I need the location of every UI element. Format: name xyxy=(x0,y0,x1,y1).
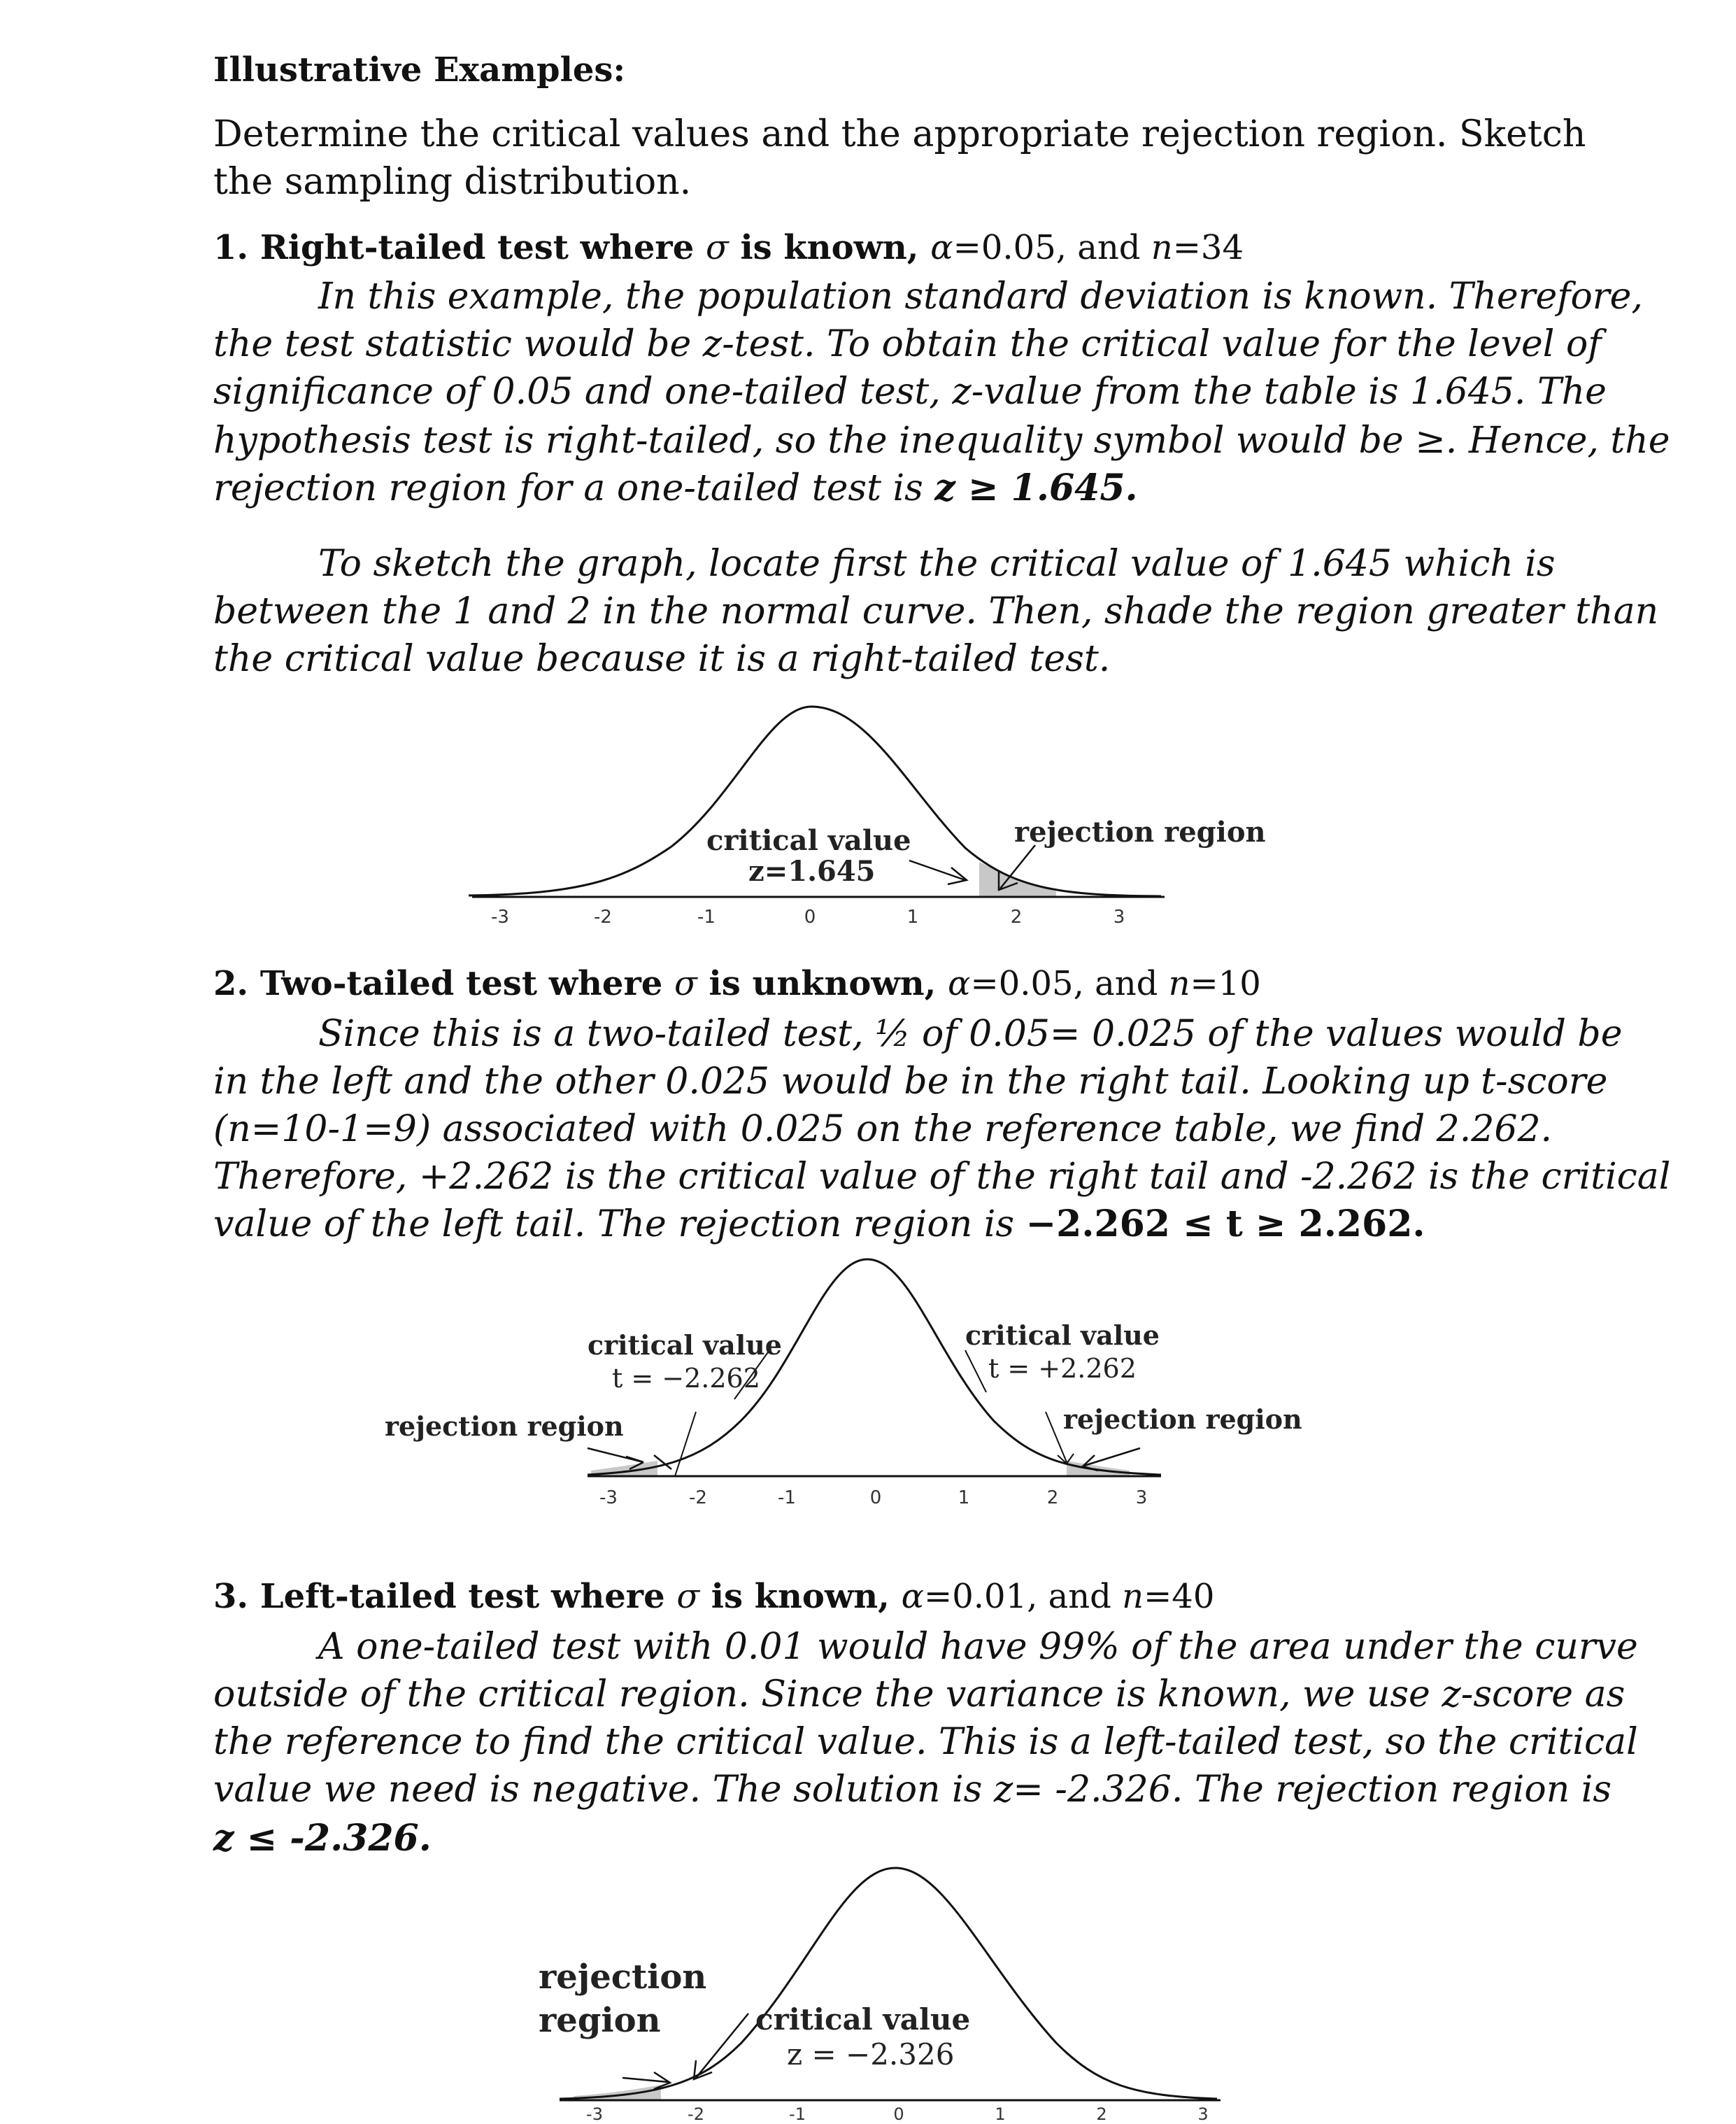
example-3-title xyxy=(213,1577,1214,1616)
ex2-para-text: value of the left tail. The rejection region is xyxy=(213,1203,1026,1245)
example-1-title-part: 1. Right-tailed test where xyxy=(213,228,706,267)
rejection-region-label: rejection region xyxy=(1014,816,1266,849)
tick-label: -3 xyxy=(599,1487,618,1508)
critical-value-arrow xyxy=(909,861,967,884)
critical-value-arrow xyxy=(694,2013,748,2079)
ex1-para2-line-3: the critical value because it is a right-tailed test. xyxy=(213,638,1111,680)
ex3-para-line-3: the reference to find the critical value. This is a left-tailed test, so the critical xyxy=(213,1721,1638,1763)
tick-label: -2 xyxy=(594,907,612,928)
ex2-para-line-1: Since this is a two-tailed test, ½ of 0.05= 0.025 of the values would be xyxy=(318,1013,1623,1055)
tick-label: 1 xyxy=(906,907,919,928)
rejection-region-left-label: rejection region xyxy=(385,1410,624,1442)
tick-label: -3 xyxy=(586,2104,603,2124)
ex2-rejection-region-answer: −2.262 ≤ t ≥ 2.262. xyxy=(1025,1203,1425,1245)
tick-label: -1 xyxy=(778,1487,796,1508)
critical-value-left-t: t = −2.262 xyxy=(612,1363,760,1394)
critical-value-z: z=1.645 xyxy=(748,855,876,888)
tick-label: 0 xyxy=(869,1487,882,1508)
tick-label: -1 xyxy=(697,907,716,928)
figure-left-tailed xyxy=(518,1847,1441,2124)
tick-label: -1 xyxy=(789,2104,806,2124)
tick-label: -3 xyxy=(491,907,509,928)
ex2-para-line-5 xyxy=(213,1201,1425,1248)
example-3-title-part: is known, xyxy=(699,1577,902,1616)
n-symbol: n xyxy=(1151,228,1173,267)
ex1-para1-text: rejection region for a one-tailed test is xyxy=(213,467,935,509)
tick-label: 2 xyxy=(1096,2104,1107,2124)
figure-two-tailed xyxy=(378,1252,1315,1532)
ex1-para2-line-1: To sketch the graph, locate first the critical value of 1.645 which is xyxy=(318,543,1556,585)
normal-curve-two-tailed xyxy=(378,1252,1315,1532)
ex1-para1-line-5 xyxy=(213,465,1138,512)
rejection-label-line-2: region xyxy=(539,2001,661,2040)
tick-label: 3 xyxy=(1197,2104,1209,2124)
right-rejection-shade xyxy=(1067,1461,1130,1476)
example-2-title-part: =10 xyxy=(1190,964,1261,1003)
ex1-para2-line-2: between the 1 and 2 in the normal curve. Then, shade the region greater than xyxy=(213,590,1659,632)
alpha-symbol: α xyxy=(930,228,953,267)
critical-right-leader xyxy=(965,1350,986,1392)
sigma-symbol: σ xyxy=(676,1577,700,1616)
tick-label: 2 xyxy=(1046,1487,1059,1508)
critical-value-left-label: critical value xyxy=(588,1329,782,1361)
ex1-para1-line-4: hypothesis test is right-tailed, so the inequality symbol would be ≥. Hence, the xyxy=(213,420,1670,462)
critical-left-arrow xyxy=(675,1412,696,1476)
example-2-title-part: is unknown, xyxy=(697,964,948,1003)
ex2-para-line-3: (n=10-1=9) associated with 0.025 on the reference table, we find 2.262. xyxy=(213,1108,1553,1150)
rejection-region-right-label: rejection region xyxy=(1063,1403,1302,1435)
critical-value-label: critical value xyxy=(755,2002,971,2037)
ex3-para-line-1: A one-tailed test with 0.01 would have 99% of the area under the curve xyxy=(318,1626,1638,1668)
tick-label: 2 xyxy=(1010,907,1023,928)
instruction-line-2: the sampling distribution. xyxy=(213,161,692,203)
tick-label: -2 xyxy=(688,2104,704,2124)
example-2-title xyxy=(213,964,1261,1003)
page-heading: Illustrative Examples: xyxy=(213,50,626,90)
ex1-para1-line-3: significance of 0.05 and one-tailed test, z-value from the table is 1.645. The xyxy=(213,371,1607,413)
example-1-title-part: =0.05, and xyxy=(953,228,1151,267)
example-1-title-part: is known, xyxy=(728,228,931,267)
ex2-para-line-4: Therefore, +2.262 is the critical value of the right tail and -2.262 is the critical xyxy=(213,1156,1671,1198)
example-2-title-part: 2. Two-tailed test where xyxy=(213,964,674,1003)
ex1-rejection-region-answer: z ≥ 1.645. xyxy=(934,467,1138,509)
critical-value-right-t: t = +2.262 xyxy=(988,1353,1137,1384)
tick-label: 1 xyxy=(958,1487,970,1508)
ex1-para1-line-1: In this example, the population standard deviation is known. Therefore, xyxy=(318,276,1643,318)
ex3-para-line-2: outside of the critical region. Since the variance is known, we use z-score as xyxy=(213,1673,1625,1715)
sigma-symbol: σ xyxy=(674,964,697,1003)
ex2-para-line-2: in the left and the other 0.025 would be in the right tail. Looking up t-score xyxy=(213,1061,1608,1103)
instruction-line-1: Determine the critical values and the appropriate rejection region. Sketch xyxy=(213,113,1586,155)
ex3-rejection-region-answer: z ≤ -2.326. xyxy=(213,1817,432,1860)
example-1-title-part: =34 xyxy=(1172,228,1244,267)
critical-value-right-label: critical value xyxy=(965,1319,1160,1351)
rejection-region-arrow xyxy=(622,2072,670,2089)
example-2-title-part: =0.05, and xyxy=(970,964,1169,1003)
critical-value-label: critical value xyxy=(706,824,911,857)
example-3-title-part: =40 xyxy=(1144,1577,1215,1616)
alpha-symbol: α xyxy=(948,964,971,1003)
tick-label: 3 xyxy=(1113,907,1125,928)
example-3-title-part: 3. Left-tailed test where xyxy=(213,1577,677,1616)
n-symbol: n xyxy=(1168,964,1190,1003)
critical-value-z: z = −2.326 xyxy=(787,2037,955,2072)
tick-label: 3 xyxy=(1135,1487,1148,1508)
sigma-symbol: σ xyxy=(705,228,729,267)
ex1-para1-line-2: the test statistic would be z-test. To obtain the critical value for the level of xyxy=(213,323,1602,365)
figure-right-tailed xyxy=(462,693,1315,944)
n-symbol: n xyxy=(1122,1577,1144,1616)
rejection-label-line-1: rejection xyxy=(539,1957,707,1997)
example-1-title xyxy=(213,228,1244,267)
example-3-title-part: =0.01, and xyxy=(924,1577,1123,1616)
ex3-para-line-4: value we need is negative. The solution is z= -2.326. The rejection region is xyxy=(213,1769,1612,1811)
tick-label: 0 xyxy=(804,907,816,928)
tick-label: 0 xyxy=(893,2104,904,2124)
alpha-symbol: α xyxy=(901,1577,925,1616)
tick-label: 1 xyxy=(995,2104,1006,2124)
tick-label: -2 xyxy=(689,1487,707,1508)
